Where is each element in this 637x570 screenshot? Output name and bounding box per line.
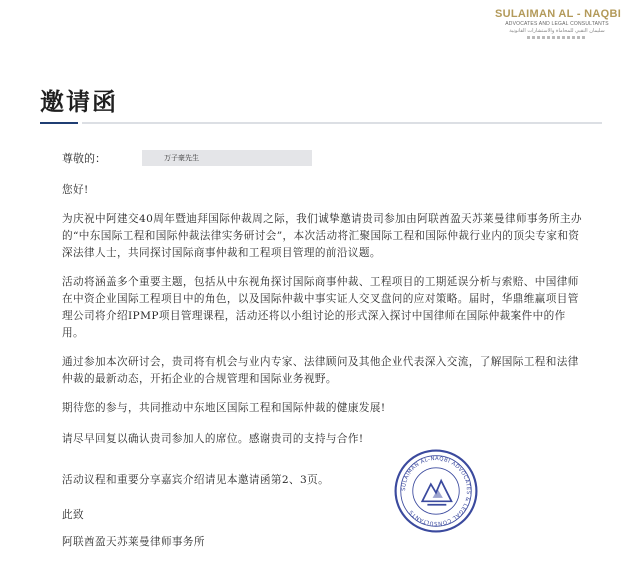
closing: 此致 (62, 509, 84, 521)
salutation-label: 尊敬的： (62, 152, 106, 165)
page-title: 邀请函 (40, 88, 118, 116)
recipient-name-field: 万子豪先生 (142, 150, 312, 166)
company-seal-icon (393, 448, 479, 534)
title-accent-rule (40, 122, 78, 124)
paragraph-benefits: 通过参加本次研讨会，贵司将有机会与业内专家、法律顾问及其他企业代表深入交流，了解国际工程和法律仲裁的最新动态，开拓企业的合规管理和国际业务视野。 (62, 356, 579, 385)
logo-arabic-name: سليمان النقبي للمحاماة والاستشارات القانونية (509, 28, 605, 34)
firm-logo (495, 8, 622, 39)
paragraph-expectation: 期待您的参与，共同推动中东地区国际工程和国际仲裁的健康发展! (62, 402, 386, 414)
paragraph-intro: 为庆祝中阿建交40周年暨迪拜国际仲裁周之际，我们诚挚邀请贵司参加由阿联酋盈天苏莱曼律师事务所主办的“中东国际工程和国际仲裁法律实务研讨会”，本次活动将汇聚国际工程和国际仲裁行业内的顶尖专家和资深法律人士，共同探讨国际商事仲裁和工程项目管理的前沿议题。 (62, 213, 582, 259)
letter-body (62, 182, 582, 551)
paragraph-rsvp: 请尽早回复以确认贵司参加人的席位。感谢贵司的支持与合作! (62, 433, 364, 445)
seal-text: SULAIMAN AL-NAQBI ADVOCATES & LEGAL CONSULTANTS (400, 455, 472, 526)
salutation (62, 150, 312, 166)
logo-firm-name: SULAIMAN AL - NAQBI (495, 8, 622, 20)
logo-decoration (527, 36, 587, 39)
greeting: 您好! (62, 184, 89, 196)
logo-subtitle: ADVOCATES AND LEGAL CONSULTANTS (505, 21, 609, 27)
title-divider-rule (82, 122, 602, 124)
paragraph-agenda-note: 活动议程和重要分享嘉宾介绍请见本邀请函第2、3页。 (62, 474, 330, 486)
paragraph-topics: 活动将涵盖多个重要主题，包括从中东视角探讨国际商事仲裁、工程项目的工期延误分析与索赔、中国律师在中资企业国际工程项目中的角色，以及国际仲裁中事实证人交叉盘问的应对策略。届时，华鼎维赢项目管理公司将介绍IPMP项目管理课程，活动还将以小组讨论的形式深入探讨中国律师在国际仲裁案件中的作用。 (62, 276, 579, 339)
signature: 阿联酋盈天苏莱曼律师事务所 (62, 536, 205, 548)
